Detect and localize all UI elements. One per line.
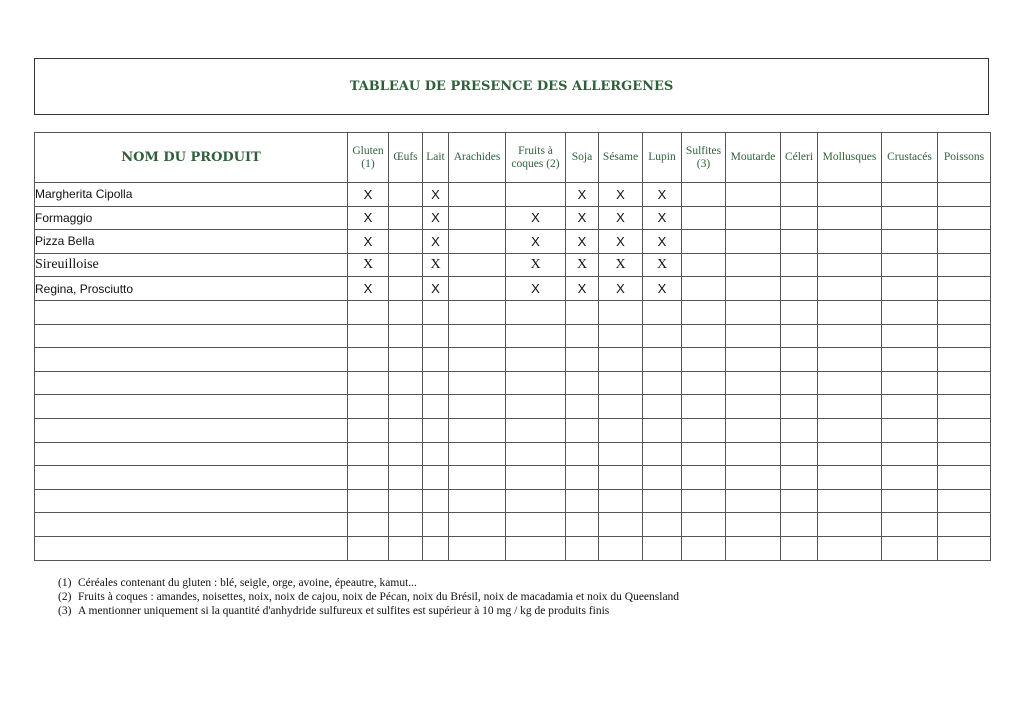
title-box [34, 58, 989, 115]
empty-cell [643, 324, 682, 348]
empty-cell [599, 442, 643, 466]
allergen-cell: X [643, 183, 682, 207]
column-header: Sésame [599, 133, 643, 183]
table-row [35, 253, 991, 277]
allergen-cell [449, 183, 506, 207]
allergen-cell [726, 230, 781, 254]
empty-row [35, 536, 991, 560]
empty-cell [818, 324, 882, 348]
empty-cell [818, 395, 882, 419]
empty-cell [449, 466, 506, 490]
column-header: Œufs [389, 133, 423, 183]
empty-cell [506, 371, 566, 395]
empty-cell [726, 489, 781, 513]
empty-cell [449, 300, 506, 324]
empty-row [35, 489, 991, 513]
empty-cell [506, 300, 566, 324]
product-name: Margherita Cipolla [35, 183, 348, 207]
empty-cell [449, 395, 506, 419]
empty-cell [682, 513, 726, 537]
allergen-cell [389, 183, 423, 207]
empty-cell [389, 442, 423, 466]
empty-cell [348, 300, 389, 324]
column-header: Sulfites (3) [682, 133, 726, 183]
empty-cell [348, 348, 389, 372]
empty-cell [348, 536, 389, 560]
empty-cell [599, 536, 643, 560]
empty-cell [506, 395, 566, 419]
allergen-cell [682, 183, 726, 207]
empty-cell [389, 324, 423, 348]
allergen-cell [818, 277, 882, 301]
empty-cell [818, 466, 882, 490]
allergen-cell [882, 206, 938, 230]
empty-cell [726, 418, 781, 442]
footnote-text: Fruits à coques : amandes, noisettes, noix, noix de cajou, noix de Pécan, noix du Brésil, noix de macadamia et noix du Queensland [78, 591, 680, 603]
empty-cell [566, 395, 599, 419]
allergen-cell: X [566, 230, 599, 254]
allergen-cell [389, 230, 423, 254]
empty-row [35, 466, 991, 490]
empty-cell [506, 442, 566, 466]
empty-cell [682, 442, 726, 466]
allergen-cell: X [506, 253, 566, 277]
empty-cell [781, 348, 818, 372]
empty-cell [938, 466, 991, 490]
allergen-cell [781, 206, 818, 230]
empty-cell [682, 395, 726, 419]
allergen-cell: X [348, 277, 389, 301]
empty-cell [389, 395, 423, 419]
allergen-cell: X [599, 253, 643, 277]
empty-cell [566, 466, 599, 490]
column-header: Lupin [643, 133, 682, 183]
empty-cell [599, 300, 643, 324]
allergen-cell: X [566, 253, 599, 277]
column-header: Moutarde [726, 133, 781, 183]
empty-cell [599, 324, 643, 348]
allergen-cell [938, 277, 991, 301]
allergen-cell [938, 230, 991, 254]
empty-cell [726, 442, 781, 466]
product-name: Pizza Bella [35, 230, 348, 254]
empty-cell [566, 348, 599, 372]
empty-cell [506, 348, 566, 372]
empty-cell [566, 418, 599, 442]
footnote-number: (2) [58, 591, 72, 603]
allergen-cell [882, 277, 938, 301]
empty-cell [781, 371, 818, 395]
column-header: Fruits à coques (2) [506, 133, 566, 183]
allergen-table [34, 132, 991, 561]
allergen-cell: X [423, 253, 449, 277]
column-header: Céleri [781, 133, 818, 183]
empty-cell [423, 536, 449, 560]
empty-cell [818, 418, 882, 442]
empty-cell [781, 418, 818, 442]
empty-cell [599, 418, 643, 442]
allergen-cell: X [348, 206, 389, 230]
product-column-header: NOM DU PRODUIT [35, 133, 348, 183]
allergen-cell: X [599, 277, 643, 301]
allergen-cell [938, 253, 991, 277]
empty-row [35, 395, 991, 419]
empty-cell [449, 536, 506, 560]
empty-cell [423, 348, 449, 372]
empty-cell [348, 489, 389, 513]
empty-cell [882, 489, 938, 513]
empty-cell [35, 489, 348, 513]
product-name: Formaggio [35, 206, 348, 230]
allergen-cell [726, 183, 781, 207]
column-header: Mollusques [818, 133, 882, 183]
empty-cell [506, 324, 566, 348]
empty-cell [726, 395, 781, 419]
empty-cell [599, 513, 643, 537]
empty-cell [643, 395, 682, 419]
empty-cell [449, 371, 506, 395]
empty-cell [35, 300, 348, 324]
empty-row [35, 371, 991, 395]
allergen-cell [818, 253, 882, 277]
empty-cell [726, 536, 781, 560]
empty-cell [423, 442, 449, 466]
empty-cell [35, 395, 348, 419]
empty-cell [726, 348, 781, 372]
empty-cell [643, 442, 682, 466]
table-row [35, 277, 991, 301]
empty-cell [938, 395, 991, 419]
header-row [35, 133, 991, 183]
allergen-cell: X [423, 206, 449, 230]
empty-cell [423, 395, 449, 419]
empty-cell [35, 442, 348, 466]
empty-cell [599, 371, 643, 395]
allergen-cell [389, 277, 423, 301]
empty-cell [35, 371, 348, 395]
empty-cell [726, 466, 781, 490]
empty-cell [35, 536, 348, 560]
empty-cell [938, 418, 991, 442]
empty-cell [599, 348, 643, 372]
product-name: Regina, Prosciutto [35, 277, 348, 301]
allergen-cell [882, 230, 938, 254]
empty-cell [348, 371, 389, 395]
empty-cell [348, 418, 389, 442]
empty-cell [781, 324, 818, 348]
column-header: Lait [423, 133, 449, 183]
empty-cell [818, 536, 882, 560]
allergen-cell [818, 206, 882, 230]
allergen-cell [506, 183, 566, 207]
table-row [35, 206, 991, 230]
allergen-cell: X [348, 230, 389, 254]
allergen-cell: X [423, 277, 449, 301]
empty-cell [938, 348, 991, 372]
empty-cell [682, 348, 726, 372]
empty-cell [389, 348, 423, 372]
allergen-cell [449, 206, 506, 230]
allergen-cell: X [506, 230, 566, 254]
empty-cell [726, 371, 781, 395]
empty-cell [423, 371, 449, 395]
allergen-cell [781, 183, 818, 207]
allergen-cell [882, 253, 938, 277]
allergen-cell [818, 183, 882, 207]
empty-cell [389, 489, 423, 513]
empty-cell [643, 536, 682, 560]
empty-cell [682, 418, 726, 442]
allergen-cell [781, 253, 818, 277]
empty-cell [506, 418, 566, 442]
column-header: Gluten (1) [348, 133, 389, 183]
empty-cell [506, 466, 566, 490]
allergen-cell [818, 230, 882, 254]
empty-cell [938, 442, 991, 466]
empty-cell [643, 348, 682, 372]
footnotes [58, 576, 679, 618]
empty-cell [882, 300, 938, 324]
empty-cell [35, 324, 348, 348]
allergen-cell [682, 206, 726, 230]
empty-cell [643, 371, 682, 395]
empty-cell [449, 418, 506, 442]
empty-cell [423, 300, 449, 324]
empty-cell [682, 536, 726, 560]
empty-cell [348, 395, 389, 419]
empty-cell [643, 513, 682, 537]
allergen-cell: X [643, 230, 682, 254]
empty-cell [35, 466, 348, 490]
footnote-number: (1) [58, 577, 72, 589]
empty-cell [882, 348, 938, 372]
column-header: Arachides [449, 133, 506, 183]
empty-cell [449, 489, 506, 513]
empty-cell [566, 371, 599, 395]
allergen-cell: X [643, 277, 682, 301]
allergen-cell [938, 183, 991, 207]
allergen-cell: X [423, 230, 449, 254]
footnote-number: (3) [58, 605, 72, 617]
empty-cell [781, 513, 818, 537]
empty-cell [506, 513, 566, 537]
allergen-cell [449, 230, 506, 254]
allergen-cell [389, 206, 423, 230]
allergen-cell [726, 206, 781, 230]
empty-cell [682, 300, 726, 324]
empty-cell [781, 489, 818, 513]
table-row [35, 230, 991, 254]
empty-cell [882, 371, 938, 395]
empty-cell [449, 348, 506, 372]
allergen-cell [682, 253, 726, 277]
allergen-cell: X [599, 206, 643, 230]
allergen-cell [449, 253, 506, 277]
empty-row [35, 324, 991, 348]
empty-cell [449, 442, 506, 466]
empty-cell [882, 324, 938, 348]
allergen-cell: X [506, 206, 566, 230]
empty-cell [781, 395, 818, 419]
empty-cell [35, 513, 348, 537]
allergen-cell: X [348, 253, 389, 277]
empty-cell [566, 442, 599, 466]
empty-cell [389, 513, 423, 537]
allergen-cell: X [566, 277, 599, 301]
allergen-cell [781, 230, 818, 254]
allergen-cell: X [566, 206, 599, 230]
empty-cell [423, 418, 449, 442]
empty-cell [818, 442, 882, 466]
empty-cell [882, 395, 938, 419]
allergen-cell [726, 277, 781, 301]
empty-cell [348, 466, 389, 490]
column-header: Poissons [938, 133, 991, 183]
column-header: Crustacés [882, 133, 938, 183]
empty-cell [423, 489, 449, 513]
empty-cell [506, 489, 566, 513]
allergen-cell [449, 277, 506, 301]
empty-cell [566, 300, 599, 324]
page-title: TABLEAU DE PRESENCE DES ALLERGENES [349, 79, 674, 94]
allergen-cell: X [599, 230, 643, 254]
empty-cell [389, 536, 423, 560]
empty-cell [682, 324, 726, 348]
empty-cell [566, 489, 599, 513]
empty-row [35, 418, 991, 442]
empty-cell [643, 300, 682, 324]
allergen-cell: X [599, 183, 643, 207]
footnote [58, 604, 679, 618]
empty-row [35, 442, 991, 466]
empty-cell [938, 324, 991, 348]
empty-cell [818, 300, 882, 324]
table-body [35, 183, 991, 561]
empty-cell [818, 489, 882, 513]
table-row [35, 183, 991, 207]
empty-cell [449, 324, 506, 348]
empty-row [35, 300, 991, 324]
column-header: Soja [566, 133, 599, 183]
empty-cell [599, 489, 643, 513]
empty-cell [389, 300, 423, 324]
empty-cell [882, 536, 938, 560]
empty-cell [423, 466, 449, 490]
empty-cell [566, 513, 599, 537]
allergen-cell [682, 277, 726, 301]
empty-cell [882, 442, 938, 466]
allergen-cell [389, 253, 423, 277]
allergen-cell [781, 277, 818, 301]
empty-cell [506, 536, 566, 560]
empty-cell [781, 536, 818, 560]
footnote-text: A mentionner uniquement si la quantité d'anhydride sulfureux et sulfites est supérieur à 10 mg / kg de produits finis [78, 605, 610, 617]
empty-cell [599, 466, 643, 490]
allergen-cell [726, 253, 781, 277]
empty-row [35, 513, 991, 537]
empty-cell [35, 348, 348, 372]
empty-cell [348, 442, 389, 466]
allergen-cell [682, 230, 726, 254]
empty-cell [389, 418, 423, 442]
empty-cell [882, 466, 938, 490]
empty-cell [348, 324, 389, 348]
empty-cell [781, 300, 818, 324]
empty-cell [423, 513, 449, 537]
empty-cell [682, 371, 726, 395]
empty-cell [599, 395, 643, 419]
empty-cell [818, 513, 882, 537]
empty-cell [566, 324, 599, 348]
empty-cell [882, 513, 938, 537]
empty-cell [682, 466, 726, 490]
empty-cell [423, 324, 449, 348]
empty-cell [643, 489, 682, 513]
empty-cell [938, 371, 991, 395]
empty-cell [726, 300, 781, 324]
footnote [58, 576, 679, 590]
empty-cell [348, 513, 389, 537]
empty-row [35, 348, 991, 372]
empty-cell [643, 418, 682, 442]
empty-cell [938, 489, 991, 513]
empty-cell [389, 466, 423, 490]
empty-cell [818, 371, 882, 395]
empty-cell [389, 371, 423, 395]
allergen-cell: X [506, 277, 566, 301]
empty-cell [781, 442, 818, 466]
empty-cell [682, 489, 726, 513]
allergen-cell: X [643, 253, 682, 277]
allergen-cell: X [348, 183, 389, 207]
allergen-cell: X [643, 206, 682, 230]
empty-cell [726, 513, 781, 537]
empty-cell [938, 300, 991, 324]
footnote [58, 590, 679, 604]
product-name: Sireuilloise [35, 253, 348, 277]
empty-cell [449, 513, 506, 537]
empty-cell [818, 348, 882, 372]
allergen-cell: X [566, 183, 599, 207]
empty-cell [566, 536, 599, 560]
allergen-cell [882, 183, 938, 207]
empty-cell [938, 536, 991, 560]
empty-cell [781, 466, 818, 490]
empty-cell [35, 418, 348, 442]
empty-cell [938, 513, 991, 537]
empty-cell [726, 324, 781, 348]
empty-cell [643, 466, 682, 490]
empty-cell [882, 418, 938, 442]
allergen-cell [938, 206, 991, 230]
footnote-text: Céréales contenant du gluten : blé, seigle, orge, avoine, épeautre, kamut... [78, 577, 417, 589]
allergen-cell: X [423, 183, 449, 207]
